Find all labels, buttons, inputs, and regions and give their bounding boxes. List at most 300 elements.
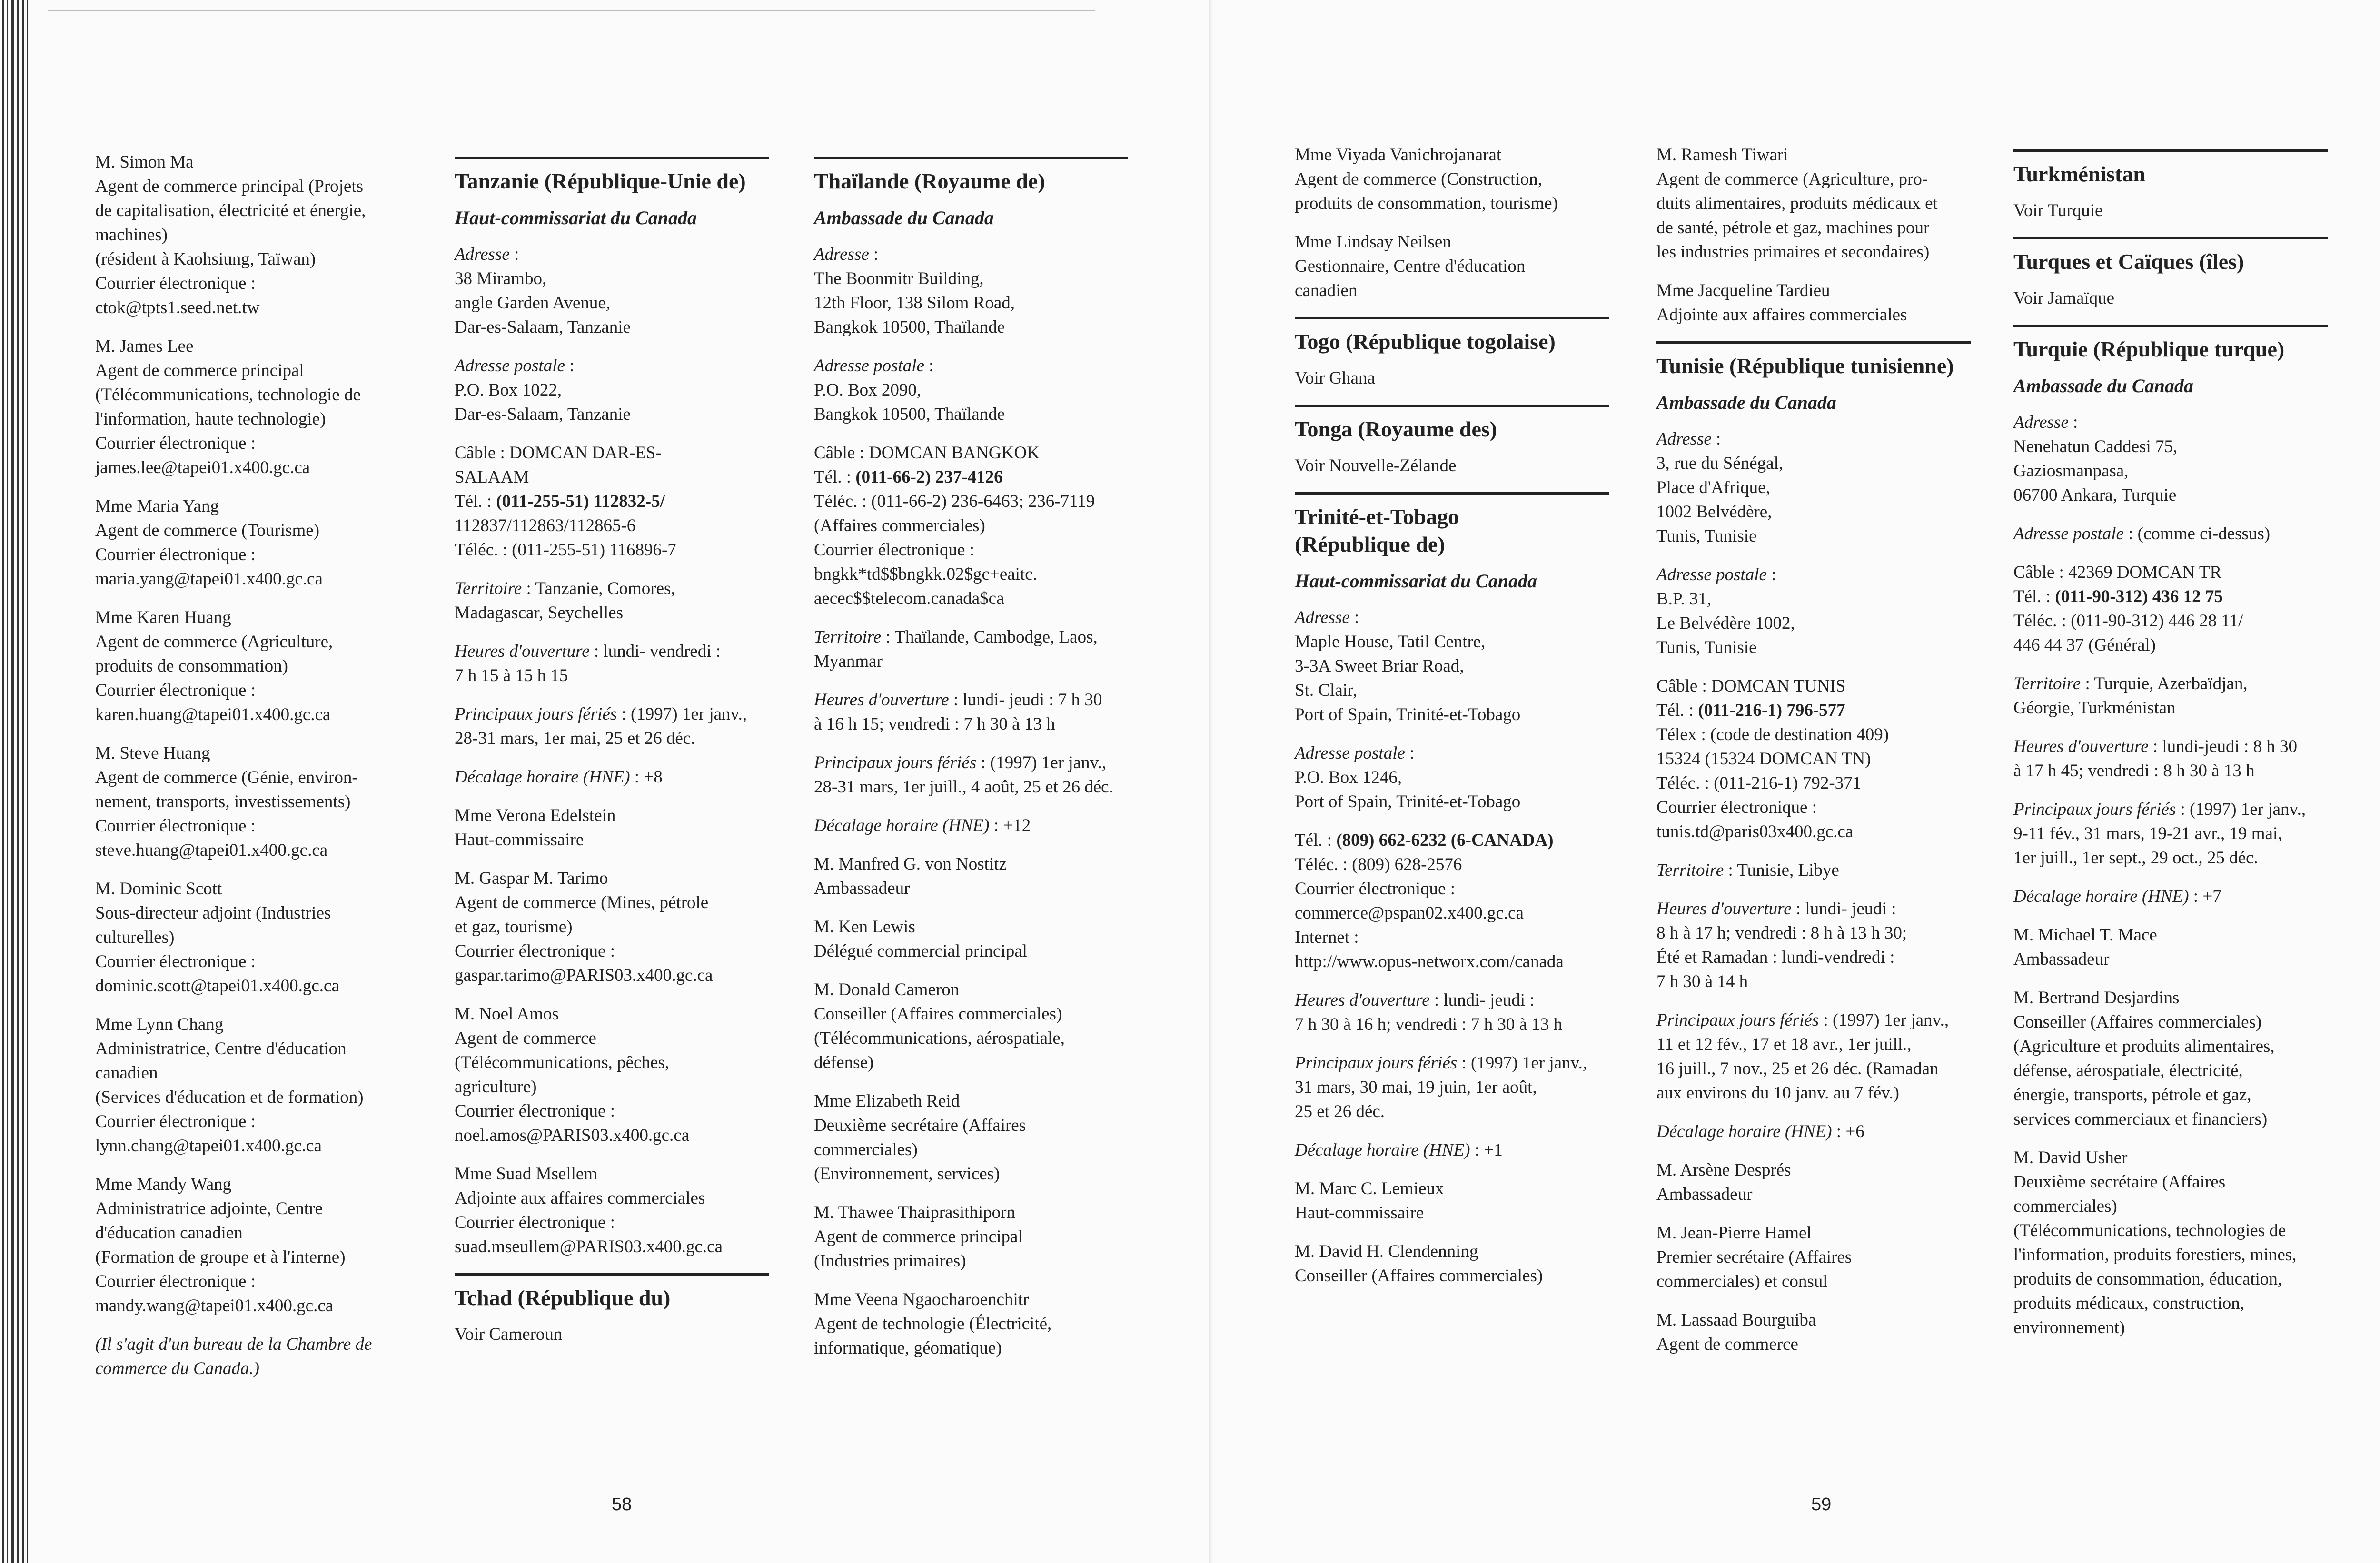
- directory-entry: [2013, 522, 2328, 546]
- entry-line: Conseiller (Affaires commerciales): [2013, 1012, 2262, 1032]
- directory-entry: [2013, 797, 2328, 870]
- entry-line: aux environs du 10 janv. au 7 fév.): [1656, 1083, 1899, 1103]
- directory-entry: [1295, 741, 1609, 814]
- entry-line: Agent de commerce (Génie, environ-: [95, 768, 358, 787]
- entry-line: (Formation de groupe et à l'interne): [95, 1247, 346, 1267]
- directory-entry: [95, 1012, 409, 1158]
- entry-line: 3, rue du Sénégal,: [1656, 454, 1784, 473]
- entry-line: services commerciaux et financiers): [2013, 1109, 2268, 1129]
- entry-line: Administratrice, Centre d'éducation: [95, 1039, 347, 1058]
- entry-line: produits médicaux, construction,: [2013, 1294, 2245, 1313]
- entry-line: Décalage horaire (HNE) : +6: [1656, 1122, 1864, 1141]
- entry-line: 12th Floor, 138 Silom Road,: [814, 293, 1015, 313]
- entry-line: Ambassadeur: [2013, 950, 2110, 969]
- binding-edge: [0, 0, 38, 1563]
- entry-line: Adjointe aux affaires commerciales: [455, 1188, 705, 1208]
- entry-line: défense, aérospatiale, électricité,: [2013, 1061, 2243, 1080]
- directory-entry: [1656, 278, 1971, 327]
- directory-entry: [95, 741, 409, 862]
- entry-line: Câble : DOMCAN DAR-ES-: [455, 443, 662, 463]
- entry-line: Adresse postale :: [814, 356, 934, 376]
- directory-entry: [1656, 897, 1971, 994]
- entry-line: P.O. Box 2090,: [814, 380, 922, 400]
- entry-line: M. David H. Clendenning: [1295, 1242, 1478, 1261]
- directory-entry: [455, 702, 769, 751]
- cross-reference: Voir Nouvelle-Zélande: [1295, 456, 1457, 475]
- entry-line: Câble : 42369 DOMCAN TR: [2013, 563, 2222, 582]
- directory-entry: [1656, 427, 1971, 548]
- entry-line: Mme Veena Ngaocharoenchitr: [814, 1290, 1029, 1309]
- left-column-1: [95, 150, 409, 1395]
- entry-line: Courrier électronique :: [95, 1112, 256, 1131]
- entry-line: énergie, transports, pétrole et gaz,: [2013, 1085, 2251, 1105]
- directory-entry: [95, 334, 409, 480]
- directory-entry: [2013, 734, 2328, 783]
- entry-line: (Télécommunications, aérospatiale,: [814, 1029, 1065, 1048]
- entry-line: Le Belvédère 1002,: [1656, 613, 1795, 633]
- right-column-2: [1656, 143, 1971, 1371]
- directory-entry: [814, 852, 1128, 900]
- directory-entry: [2013, 410, 2328, 507]
- directory-entry: [455, 866, 769, 988]
- entry-line: Agent de commerce: [455, 1029, 596, 1048]
- entry-line: Heures d'ouverture : lundi- jeudi : 7 h 30: [814, 690, 1102, 710]
- cross-reference: Voir Turquie: [2013, 201, 2103, 220]
- entry-line: Téléc. : (011-216-1) 792-371: [1656, 773, 1862, 793]
- entry-line: Géorgie, Turkménistan: [2013, 698, 2176, 718]
- entry-line: 8 h à 17 h; vendredi : 8 h à 13 h 30;: [1656, 923, 1907, 943]
- entry-line: Courrier électronique :: [95, 274, 256, 293]
- entry-line: M. Lassaad Bourguiba: [1656, 1310, 1816, 1330]
- right-column-1: [1295, 143, 1609, 1302]
- directory-entry: [2013, 672, 2328, 720]
- entry-line: Courrier électronique :: [814, 540, 974, 560]
- entry-line: Internet :: [1295, 928, 1359, 947]
- entry-line: M. Jean-Pierre Hamel: [1656, 1223, 1812, 1243]
- entry-line: Heures d'ouverture : lundi- jeudi :: [1656, 899, 1896, 919]
- directory-entry: [1295, 605, 1609, 727]
- entry-line: Mme Mandy Wang: [95, 1175, 232, 1194]
- section-heading-turques-caiques: Turques et Caïques (îles): [2013, 237, 2328, 276]
- entry-line: angle Garden Avenue,: [455, 293, 611, 313]
- entry-line: de santé, pétrole et gaz, machines pour: [1656, 218, 1930, 237]
- section-heading-tonga: Tonga (Royaume des): [1295, 405, 1609, 443]
- entry-line: tunis.td@paris03x400.gc.ca: [1656, 822, 1854, 841]
- entry-line: Été et Ramadan : lundi-vendredi :: [1656, 948, 1895, 967]
- entries: [1656, 143, 1971, 327]
- entry-line: Heures d'ouverture : lundi- vendredi :: [455, 642, 721, 661]
- entry-line: machines): [95, 225, 168, 245]
- entry-line: M. Donald Cameron: [814, 980, 960, 999]
- directory-entry: [814, 1287, 1128, 1360]
- entry-line: 16 juill., 7 nov., 25 et 26 déc. (Ramadan: [1656, 1059, 1939, 1078]
- entry-line: (Télécommunications, pêches,: [455, 1053, 670, 1072]
- entry-line: Courrier électronique :: [1656, 798, 1817, 817]
- page-number: 58: [612, 1494, 632, 1514]
- directory-entry: [95, 1332, 409, 1381]
- directory-entry: [95, 494, 409, 591]
- mission-name: Ambassade du Canada: [814, 207, 994, 228]
- entry-line: 7 h 30 à 14 h: [1656, 972, 1748, 991]
- entry-line: steve.huang@tapei01.x400.gc.ca: [95, 841, 328, 860]
- entry-line: duits alimentaires, produits médicaux et: [1656, 194, 1938, 213]
- entry-line: Territoire : Turquie, Azerbaïdjan,: [2013, 674, 2248, 693]
- directory-entry: [2013, 1146, 2328, 1340]
- entry-line: M. Ramesh Tiwari: [1656, 145, 1788, 165]
- entry-line: 31 mars, 30 mai, 19 juin, 1er août,: [1295, 1078, 1537, 1097]
- entry-line: Tél. : (011-66-2) 237-4126: [814, 467, 1003, 487]
- entry-line: commerce du Canada.): [95, 1359, 259, 1378]
- entry-line: 446 44 37 (Général): [2013, 635, 2156, 655]
- entry-line: noel.amos@PARIS03.x400.gc.ca: [455, 1126, 690, 1145]
- directory-entry: [2013, 923, 2328, 971]
- entry-line: Adresse :: [1656, 429, 1721, 449]
- entry-line: (Services d'éducation et de formation): [95, 1088, 364, 1107]
- entry-line: Heures d'ouverture : lundi-jeudi : 8 h 30: [2013, 737, 2298, 756]
- directory-entry: [1656, 1119, 1971, 1144]
- entry-line: mandy.wang@tapei01.x400.gc.ca: [95, 1296, 334, 1316]
- entry-line: dominic.scott@tapei01.x400.gc.ca: [95, 976, 339, 996]
- entry-line: Agent de commerce (Construction,: [1295, 169, 1542, 189]
- entry-line: M. Manfred G. von Nostitz: [814, 854, 1007, 874]
- entry-line: environnement): [2013, 1318, 2125, 1337]
- entry-line: Bangkok 10500, Thaïlande: [814, 405, 1005, 424]
- entry-line: Dar-es-Salaam, Tanzanie: [455, 405, 631, 424]
- entry-line: 25 et 26 déc.: [1295, 1102, 1385, 1121]
- entry-line: commerciales) et consul: [1656, 1272, 1828, 1291]
- entries: [2013, 410, 2328, 1340]
- entry-line: Territoire : Tanzanie, Comores,: [455, 579, 675, 598]
- entry-line: B.P. 31,: [1656, 589, 1712, 609]
- entries: [814, 242, 1128, 1360]
- directory-entry: [814, 978, 1128, 1075]
- entry-line: Gestionnaire, Centre d'éducation: [1295, 257, 1526, 276]
- entry-line: 3-3A Sweet Briar Road,: [1295, 656, 1464, 676]
- section-heading-tanzanie: Tanzanie (République-Unie de): [455, 157, 769, 195]
- entry-line: Mme Suad Msellem: [455, 1164, 598, 1184]
- entry-line: Courrier électronique :: [455, 1101, 615, 1121]
- entry-line: Dar-es-Salaam, Tanzanie: [455, 317, 631, 337]
- entry-line: Agent de commerce: [1656, 1335, 1798, 1354]
- page-number: 59: [1811, 1494, 1832, 1514]
- right-column-3: [2013, 143, 2328, 1354]
- entry-line: Agent de commerce (Agriculture, pro-: [1656, 169, 1928, 189]
- entry-line: P.O. Box 1246,: [1295, 768, 1402, 787]
- mission-name: Haut-commissariat du Canada: [455, 207, 697, 228]
- entry-line: informatique, géomatique): [814, 1338, 1002, 1358]
- entry-line: Principaux jours fériés : (1997) 1er janv.,: [814, 753, 1107, 772]
- entry-line: Adresse postale :: [1656, 565, 1776, 584]
- entries: [455, 242, 769, 1259]
- entries: [1295, 143, 1609, 303]
- entry-line: Conseiller (Affaires commerciales): [814, 1004, 1062, 1024]
- entry-line: (Affaires commerciales): [814, 516, 985, 535]
- entry-line: M. Arsène Després: [1656, 1160, 1791, 1180]
- entry-line: (résident à Kaohsiung, Taïwan): [95, 249, 316, 269]
- entry-line: Principaux jours fériés : (1997) 1er janv.,: [1295, 1053, 1587, 1073]
- entry-line: Courrier électronique :: [1295, 879, 1455, 899]
- entry-line: Courrier électronique :: [95, 952, 256, 971]
- entry-line: nement, transports, investissements): [95, 792, 351, 811]
- directory-entry: [814, 354, 1128, 426]
- entry-line: Tél. : (011-216-1) 796-577: [1656, 701, 1845, 720]
- entry-line: Principaux jours fériés : (1997) 1er janv.,: [2013, 800, 2306, 819]
- entry-line: (Industries primaires): [814, 1251, 966, 1271]
- entry-line: M. Steve Huang: [95, 743, 210, 763]
- directory-entry: [814, 625, 1128, 673]
- directory-entry: [1295, 143, 1609, 216]
- entry-line: maria.yang@tapei01.x400.gc.ca: [95, 569, 323, 589]
- directory-entry: [1656, 1308, 1971, 1356]
- entry-line: Tunis, Tunisie: [1656, 526, 1757, 546]
- directory-entry: [814, 915, 1128, 963]
- section-heading-thailande: Thaïlande (Royaume de): [814, 157, 1128, 195]
- entry-line: 7 h 30 à 16 h; vendredi : 7 h 30 à 13 h: [1295, 1015, 1563, 1034]
- mission-name: Ambassade du Canada: [1656, 392, 1836, 413]
- entry-line: canadien: [1295, 281, 1358, 300]
- entry-line: Téléc. : (809) 628-2576: [1295, 855, 1462, 874]
- entry-line: Deuxième secrétaire (Affaires: [814, 1116, 1026, 1135]
- entry-line: Mme Lynn Chang: [95, 1015, 224, 1034]
- entry-line: agriculture): [455, 1077, 537, 1097]
- entry-line: Premier secrétaire (Affaires: [1656, 1247, 1852, 1267]
- entry-line: M. Thawee Thaiprasithiporn: [814, 1203, 1016, 1222]
- entry-line: Délégué commercial principal: [814, 941, 1027, 961]
- mission-name: Ambassade du Canada: [2013, 375, 2193, 396]
- entry-line: Adresse :: [2013, 413, 2078, 432]
- directory-entry: [1656, 1221, 1971, 1294]
- entry-line: (Télécommunications, technologie de: [95, 385, 361, 405]
- entry-line: bngkk*td$$bngkk.02$gc+eaitc.: [814, 564, 1037, 584]
- entry-line: Adresse postale : (comme ci-dessus): [2013, 524, 2271, 544]
- entry-line: Courrier électronique :: [455, 941, 615, 961]
- entry-line: M. David Usher: [2013, 1148, 2128, 1167]
- directory-entry: [1656, 674, 1971, 844]
- directory-entry: [1295, 1138, 1609, 1162]
- section-heading-tunisie: Tunisie (République tunisienne): [1656, 341, 1971, 380]
- section-heading-turquie: Turquie (République turque): [2013, 325, 2328, 363]
- directory-entry: [814, 242, 1128, 339]
- directory-entry: [2013, 986, 2328, 1131]
- cross-reference: Voir Ghana: [1295, 368, 1375, 388]
- directory-entry: [455, 576, 769, 625]
- entry-line: Place d'Afrique,: [1656, 478, 1770, 497]
- directory-entry: [1295, 1239, 1609, 1288]
- directory-entry: [1295, 230, 1609, 303]
- entry-line: 38 Mirambo,: [455, 269, 547, 288]
- entry-line: Agent de commerce (Tourisme): [95, 521, 320, 540]
- entry-line: Décalage horaire (HNE) : +1: [1295, 1140, 1503, 1160]
- right-page: [1219, 0, 2380, 1563]
- entry-line: Mme Verona Edelstein: [455, 806, 616, 825]
- entry-line: M. Bertrand Desjardins: [2013, 988, 2180, 1008]
- entry-line: Gaziosmanpasa,: [2013, 461, 2129, 481]
- entry-line: Port of Spain, Trinité-et-Tobago: [1295, 792, 1521, 811]
- entry-line: Principaux jours fériés : (1997) 1er janv.,: [455, 704, 747, 724]
- entry-line: Nenehatun Caddesi 75,: [2013, 437, 2178, 456]
- entry-line: l'information, haute technologie): [95, 409, 326, 429]
- entry-line: M. Marc C. Lemieux: [1295, 1179, 1444, 1198]
- entry-line: Courrier électronique :: [95, 681, 256, 700]
- entry-line: M. Dominic Scott: [95, 879, 222, 899]
- entry-line: et gaz, tourisme): [455, 917, 573, 937]
- directory-entry: [1295, 828, 1609, 974]
- entry-line: Tunis, Tunisie: [1656, 638, 1757, 657]
- entry-line: aecec$$telecom.canada$ca: [814, 589, 1004, 608]
- entry-line: 112837/112863/112865-6: [455, 516, 636, 535]
- entry-line: Adresse :: [814, 245, 879, 264]
- entry-line: Agent de commerce principal: [814, 1227, 1023, 1246]
- entry-line: Téléc. : (011-66-2) 236-6463; 236-7119: [814, 492, 1095, 511]
- entry-line: d'éducation canadien: [95, 1223, 243, 1243]
- entry-line: Adresse :: [455, 245, 519, 264]
- entry-line: Tél. : (011-90-312) 436 12 75: [2013, 587, 2223, 606]
- directory-entry: [1656, 143, 1971, 264]
- entry-line: Décalage horaire (HNE) : +8: [455, 767, 663, 787]
- entry-line: Port of Spain, Trinité-et-Tobago: [1295, 705, 1521, 724]
- entry-line: Administratrice adjointe, Centre: [95, 1199, 323, 1218]
- entry-line: M. Michael T. Mace: [2013, 925, 2157, 945]
- entry-line: 06700 Ankara, Turquie: [2013, 485, 2177, 505]
- cross-reference: Voir Cameroun: [455, 1325, 563, 1344]
- entry-line: Tél. : (011-255-51) 112832-5/: [455, 492, 665, 511]
- entry-line: Ambassadeur: [814, 879, 910, 898]
- entry-line: suad.mseullem@PARIS03.x400.gc.ca: [455, 1237, 723, 1256]
- entry-line: culturelles): [95, 928, 175, 947]
- entry-line: Agent de commerce (Mines, pétrole: [455, 893, 709, 912]
- entry-line: Câble : DOMCAN BANGKOK: [814, 443, 1040, 463]
- entry-line: produits de consommation, éducation,: [2013, 1269, 2282, 1289]
- entry-line: 1002 Belvédère,: [1656, 502, 1772, 522]
- entry-line: Téléc. : (011-255-51) 116896-7: [455, 540, 676, 560]
- directory-entry: [2013, 884, 2328, 909]
- entry-line: Sous-directeur adjoint (Industries: [95, 903, 331, 923]
- entry-line: Ambassadeur: [1656, 1185, 1753, 1204]
- entry-line: Mme Lindsay Neilsen: [1295, 232, 1451, 252]
- directory-entry: [1656, 858, 1971, 882]
- cross-reference: Voir Jamaïque: [2013, 288, 2115, 308]
- entry-line: james.lee@tapei01.x400.gc.ca: [95, 458, 310, 477]
- entry-line: Territoire : Tunisie, Libye: [1656, 861, 1839, 880]
- entry-line: lynn.chang@tapei01.x400.gc.ca: [95, 1136, 322, 1156]
- section-heading-togo: Togo (République togolaise): [1295, 317, 1609, 356]
- directory-entry: [1295, 988, 1609, 1037]
- mission-name: Haut-commissariat du Canada: [1295, 570, 1537, 592]
- directory-entry: [455, 242, 769, 339]
- entry-line: Mme Elizabeth Reid: [814, 1091, 960, 1111]
- left-column-3: [814, 150, 1128, 1375]
- entry-line: défense): [814, 1053, 874, 1072]
- entry-line: (Télécommunications, technologies de: [2013, 1221, 2286, 1240]
- entry-line: Courrier électronique :: [95, 545, 256, 564]
- entry-line: Haut-commissaire: [1295, 1203, 1424, 1223]
- directory-entry: [455, 1162, 769, 1259]
- entry-line: http://www.opus-networx.com/canada: [1295, 952, 1564, 971]
- directory-entry: [455, 354, 769, 426]
- entry-line: de capitalisation, électricité et énergie,: [95, 201, 366, 220]
- entry-line: Tél. : (809) 662-6232 (6-CANADA): [1295, 831, 1554, 850]
- entry-line: Agent de commerce principal: [95, 361, 304, 380]
- entry-line: SALAAM: [455, 467, 529, 487]
- entry-line: (Agriculture et produits alimentaires,: [2013, 1037, 2275, 1056]
- entry-line: canadien: [95, 1063, 158, 1083]
- entry-line: The Boonmitr Building,: [814, 269, 984, 288]
- directory-entry: [814, 1200, 1128, 1273]
- directory-entry: [814, 441, 1128, 611]
- entry-line: produits de consommation, tourisme): [1295, 194, 1558, 213]
- entry-line: 7 h 15 à 15 h 15: [455, 666, 568, 685]
- directory-entry: [1656, 1008, 1971, 1105]
- entry-line: M. Simon Ma: [95, 152, 194, 172]
- section-heading-turkmenistan: Turkménistan: [2013, 149, 2328, 188]
- entry-line: 15324 (15324 DOMCAN TN): [1656, 749, 1871, 769]
- entry-line: à 17 h 45; vendredi : 8 h 30 à 13 h: [2013, 761, 2255, 781]
- entry-line: ctok@tpts1.seed.net.tw: [95, 298, 260, 317]
- entry-line: Madagascar, Seychelles: [455, 603, 623, 623]
- directory-entry: [95, 605, 409, 727]
- entries: [1656, 427, 1971, 1356]
- entry-line: Courrier électronique :: [455, 1213, 615, 1232]
- entry-line: (Il s'agit d'un bureau de la Chambre de: [95, 1335, 372, 1354]
- book-gutter: [1209, 0, 1213, 1563]
- entry-line: 28-31 mars, 1er mai, 25 et 26 déc.: [455, 729, 695, 748]
- entry-line: Agent de technologie (Électricité,: [814, 1314, 1052, 1334]
- page-top-rule: [48, 10, 1095, 11]
- entry-line: 9-11 fév., 31 mars, 19-21 avr., 19 mai,: [2013, 824, 2282, 843]
- entry-line: St. Clair,: [1295, 681, 1358, 700]
- directory-entry: [455, 639, 769, 688]
- entry-line: l'information, produits forestiers, mines,: [2013, 1245, 2297, 1265]
- directory-entry: [1295, 1051, 1609, 1124]
- entry-line: M. Noel Amos: [455, 1004, 559, 1024]
- entry-line: à 16 h 15; vendredi : 7 h 30 à 13 h: [814, 714, 1055, 734]
- entry-line: P.O. Box 1022,: [455, 380, 562, 400]
- entry-line: Bangkok 10500, Thaïlande: [814, 317, 1005, 337]
- entry-line: Adresse postale :: [1295, 743, 1415, 763]
- entry-line: Câble : DOMCAN TUNIS: [1656, 676, 1846, 696]
- entry-line: Mme Karen Huang: [95, 608, 231, 627]
- directory-entry: [95, 150, 409, 320]
- directory-entry: [95, 1172, 409, 1318]
- entry-line: Décalage horaire (HNE) : +7: [2013, 887, 2221, 906]
- directory-entry: [1656, 563, 1971, 660]
- entry-line: Agent de commerce principal (Projets: [95, 177, 364, 196]
- section-heading-tchad: Tchad (République du): [455, 1273, 769, 1312]
- directory-entry: [814, 813, 1128, 838]
- entry-line: M. James Lee: [95, 336, 194, 356]
- entry-line: Mme Viyada Vanichrojanarat: [1295, 145, 1502, 165]
- entry-line: 1er juill., 1er sept., 29 oct., 25 déc.: [2013, 848, 2258, 868]
- entry-line: Conseiller (Affaires commerciales): [1295, 1266, 1543, 1286]
- entry-line: Adjointe aux affaires commerciales: [1656, 305, 1907, 325]
- entry-line: 28-31 mars, 1er juill., 4 août, 25 et 26 déc.: [814, 777, 1113, 797]
- entry-line: les industries primaires et secondaires): [1656, 242, 1930, 262]
- entry-line: Heures d'ouverture : lundi- jeudi :: [1295, 990, 1535, 1010]
- entry-line: 11 et 12 fév., 17 et 18 avr., 1er juill.,: [1656, 1035, 1912, 1054]
- entry-line: Adresse postale :: [455, 356, 575, 376]
- directory-entry: [1656, 1158, 1971, 1207]
- entry-line: Mme Jacqueline Tardieu: [1656, 281, 1830, 300]
- entry-line: Myanmar: [814, 652, 883, 671]
- entry-line: Principaux jours fériés : (1997) 1er janv.,: [1656, 1010, 1949, 1030]
- directory-entry: [814, 1089, 1128, 1186]
- entry-line: M. Ken Lewis: [814, 917, 915, 937]
- entry-line: Mme Maria Yang: [95, 496, 219, 516]
- entries: [1295, 605, 1609, 1288]
- directory-entry: [2013, 560, 2328, 657]
- entry-line: commerce@pspan02.x400.gc.ca: [1295, 903, 1524, 923]
- entry-line: gaspar.tarimo@PARIS03.x400.gc.ca: [455, 966, 713, 985]
